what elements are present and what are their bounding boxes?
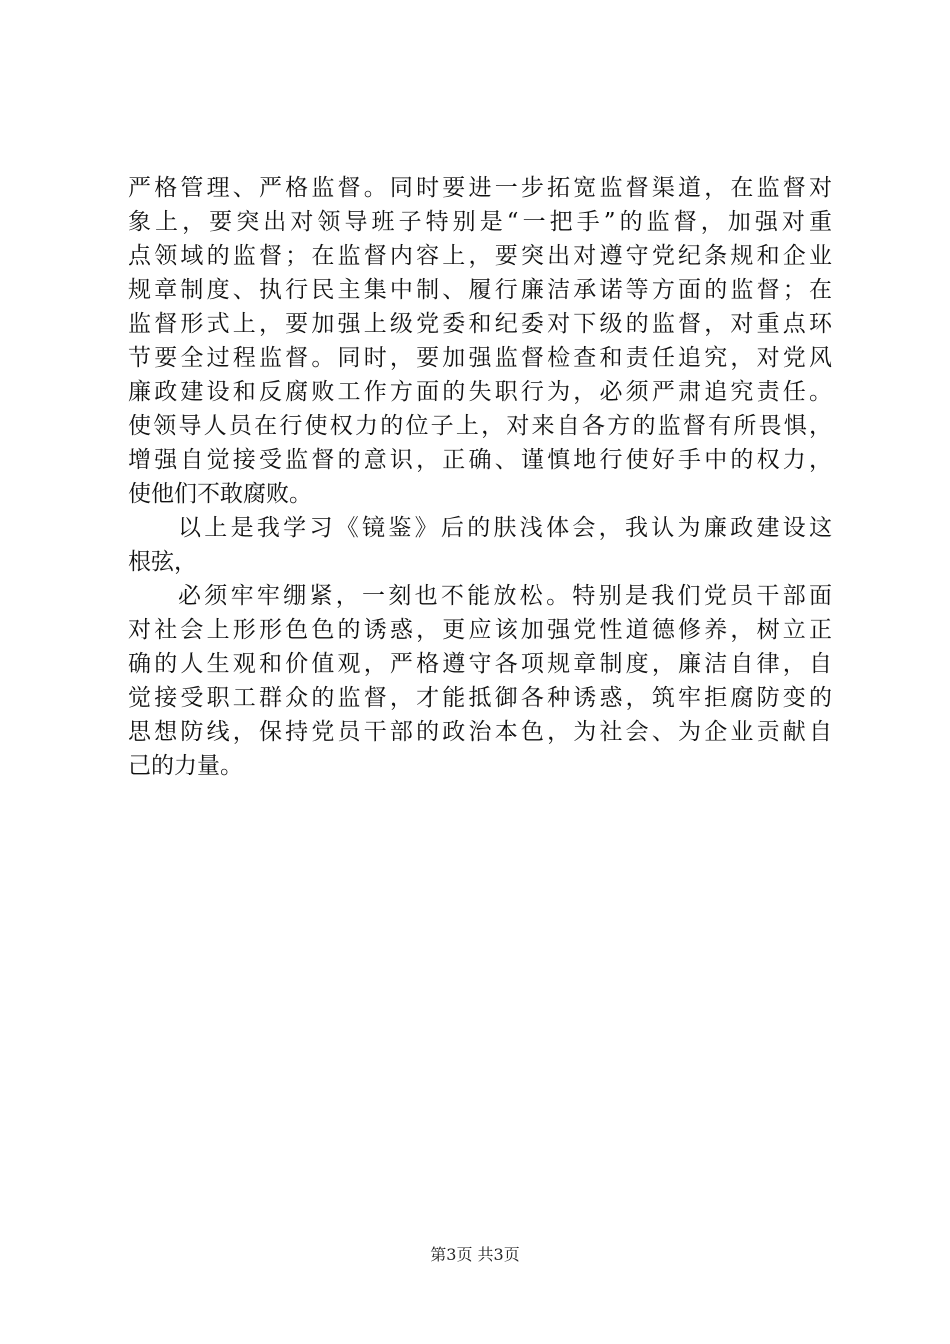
paragraph-first-line: 必须牢牢绷紧，一刻也不能放松。特别是我们党员干部面 — [178, 583, 832, 609]
text-line: 严格管理、严格监督。同时要进一步拓宽监督渠道，在监督对 — [128, 175, 832, 201]
text-line: 象上，要突出对领导班子特别是“一把手”的监督，加强对重 — [128, 209, 832, 235]
text-line: 己的力量。 — [128, 753, 243, 779]
text-line: 思想防线，保持党员干部的政治本色，为社会、为企业贡献自 — [128, 719, 832, 745]
document-body — [128, 171, 838, 783]
text-line: 规章制度、执行民主集中制、履行廉洁承诺等方面的监督；在 — [128, 277, 832, 303]
text-line: 根弦， — [128, 549, 197, 575]
paragraph-first-line: 以上是我学习《镜鉴》后的肤浅体会，我认为廉政建设这 — [178, 515, 832, 541]
text-line: 节要全过程监督。同时，要加强监督检查和责任追究，对党风 — [128, 345, 832, 371]
text-line: 廉政建设和反腐败工作方面的失职行为，必须严肃追究责任。 — [128, 379, 832, 405]
text-line: 觉接受职工群众的监督，才能抵御各种诱惑，筑牢拒腐防变的 — [128, 685, 832, 711]
text-line: 点领域的监督；在监督内容上，要突出对遵守党纪条规和企业 — [128, 243, 832, 269]
text-line: 监督形式上，要加强上级党委和纪委对下级的监督，对重点环 — [128, 311, 832, 337]
text-line: 确的人生观和价值观，严格遵守各项规章制度，廉洁自律，自 — [128, 651, 832, 677]
page-number-footer: 第3页 共3页 — [430, 1245, 520, 1264]
text-line: 使他们不敢腐败。 — [128, 481, 312, 507]
text-line: 对社会上形形色色的诱惑，更应该加强党性道德修养，树立正 — [128, 617, 832, 643]
text-line: 使领导人员在行使权力的位子上，对来自各方的监督有所畏惧， — [128, 413, 832, 439]
text-line: 增强自觉接受监督的意识，正确、谨慎地行使好手中的权力， — [128, 447, 832, 473]
